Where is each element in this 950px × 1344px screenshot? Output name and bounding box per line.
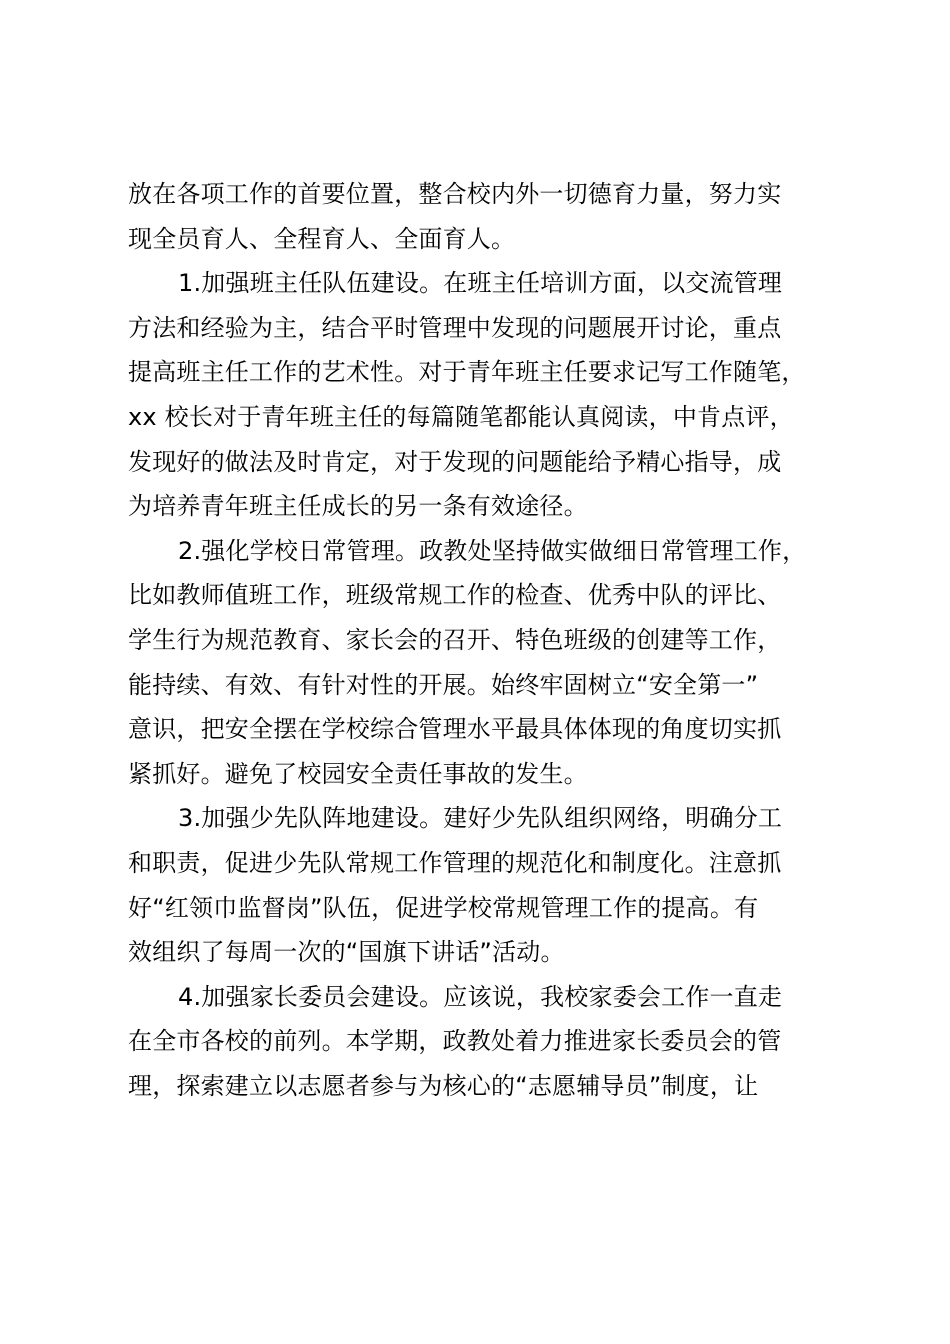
text-line: 放在各项工作的首要位置，整合校内外一切德育力量，努力实	[128, 180, 782, 208]
text-line: 方法和经验为主，结合平时管理中发现的问题展开讨论，重点	[128, 313, 782, 342]
text-line: 现全员育人、全程育人、全面育人。	[128, 224, 516, 253]
text-line: 在全市各校的前列。本学期，政教处着力推进家长委员会的管	[128, 1027, 782, 1056]
text-line: 比如教师值班工作，班级常规工作的检查、优秀中队的评比、	[128, 581, 782, 610]
text-line: 好“红领巾监督岗”队伍，促进学校常规管理工作的提高。有	[128, 893, 759, 922]
text-line: 能持续、有效、有针对性的开展。始终牢固树立“安全第一”	[128, 670, 759, 699]
text-line: 和职责，促进少先队常规工作管理的规范化和制度化。注意抓	[128, 848, 782, 877]
text-line: 效组织了每周一次的“国旗下讲话”活动。	[128, 938, 565, 967]
paragraph-2-start: 2.强化学校日常管理。政教处坚持做实做细日常管理工作，	[178, 536, 807, 565]
text-line: 发现好的做法及时肯定，对于发现的问题能给予精心指导，成	[128, 447, 782, 476]
text-line: 意识，把安全摆在学校综合管理水平最具体体现的角度切实抓	[128, 715, 782, 744]
text-line: 为培养青年班主任成长的另一条有效途径。	[128, 492, 588, 521]
text-line: 紧抓好。避免了校园安全责任事故的发生。	[128, 759, 588, 788]
text-line: xx 校长对于青年班主任的每篇随笔都能认真阅读，中肯点评，	[128, 402, 794, 431]
text-line: 提高班主任工作的艺术性。对于青年班主任要求记写工作随笔，	[128, 358, 806, 387]
paragraph-1-start: 1.加强班主任队伍建设。在班主任培训方面，以交流管理	[178, 269, 783, 298]
text-line: 学生行为规范教育、家长会的召开、特色班级的创建等工作，	[128, 625, 782, 654]
text-line: 理，探索建立以志愿者参与为核心的“志愿辅导员”制度，让	[128, 1071, 759, 1100]
paragraph-3-start: 3.加强少先队阵地建设。建好少先队组织网络，明确分工	[178, 804, 783, 833]
document-page	[128, 172, 838, 1108]
paragraph-4-start: 4.加强家长委员会建设。应该说，我校家委会工作一直走	[178, 982, 783, 1011]
